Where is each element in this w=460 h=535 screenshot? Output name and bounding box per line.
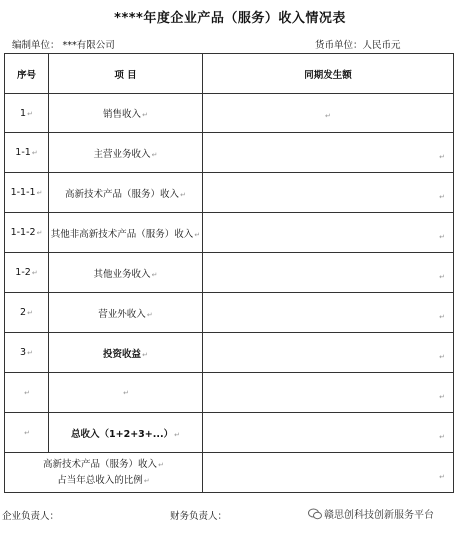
row-item: 营业外收入↵	[49, 293, 203, 333]
row-serial: 1-1↵	[5, 133, 49, 173]
enterprise-head-label: 企业负责人：	[2, 511, 60, 522]
row-amount-cell[interactable]: ↵	[203, 293, 454, 333]
row-amount-cell[interactable]: ↵	[203, 373, 454, 413]
row-item: 高新技术产品（服务）收入↵	[49, 173, 203, 213]
row-serial: 1-2↵	[5, 253, 49, 293]
header-item: 项 目	[49, 54, 203, 94]
row-amount-cell[interactable]: ↵	[203, 253, 454, 293]
header-amount: 同期发生额	[203, 54, 454, 94]
form-title: ****年度企业产品（服务）收入情况表	[114, 11, 346, 26]
table-row	[5, 413, 454, 453]
row-serial: 1-1-2↵	[5, 213, 49, 253]
table-row	[5, 213, 454, 253]
table-header-row	[5, 54, 454, 94]
row-amount-cell[interactable]: ↵	[203, 133, 454, 173]
row-item: 总收入（1+2+3+...）↵	[49, 413, 203, 453]
row-amount-cell[interactable]: ↵	[203, 173, 454, 213]
currency-label: 货币单位：人民币元	[315, 40, 401, 51]
row-item: ↵	[49, 373, 203, 413]
table-row	[5, 373, 454, 413]
prepared-by-label: 编制单位： ***有限公司	[12, 40, 115, 51]
finance-head-label: 财务负责人：	[170, 511, 228, 522]
row-serial: ↵	[5, 373, 49, 413]
row-serial: 1↵	[5, 94, 49, 133]
header-serial-number: 序号	[5, 54, 49, 94]
row-item: 销售收入↵	[49, 94, 203, 133]
table-row	[5, 173, 454, 213]
row-amount-cell[interactable]: ↵	[203, 213, 454, 253]
row-item: 其他业务收入↵	[49, 253, 203, 293]
row-amount-cell[interactable]: ↵	[203, 413, 454, 453]
row-item: 投资收益↵	[49, 333, 203, 373]
watermark-text: 赣思创科技创新服务平台	[324, 510, 434, 521]
row-amount-cell[interactable]: ↵	[203, 94, 454, 133]
row-item: 主营业务收入↵	[49, 133, 203, 173]
row-serial: 3↵	[5, 333, 49, 373]
table-row	[5, 333, 454, 373]
row-serial: 1-1-1↵	[5, 173, 49, 213]
table-row	[5, 253, 454, 293]
income-table	[4, 53, 454, 493]
ratio-label: 高新技术产品（服务）收入↵ 占当年总收入的比例↵	[5, 453, 203, 493]
table-row	[5, 293, 454, 333]
row-amount-cell[interactable]: ↵	[203, 333, 454, 373]
row-serial: ↵	[5, 413, 49, 453]
row-item: 其他非高新技术产品（服务）收入↵	[49, 213, 203, 253]
ratio-amount-cell[interactable]: ↵	[203, 453, 454, 493]
watermark	[308, 506, 434, 521]
row-serial: 2↵	[5, 293, 49, 333]
table-row-ratio	[5, 453, 454, 493]
table-row	[5, 133, 454, 173]
wechat-icon	[308, 508, 322, 520]
table-row	[5, 94, 454, 133]
